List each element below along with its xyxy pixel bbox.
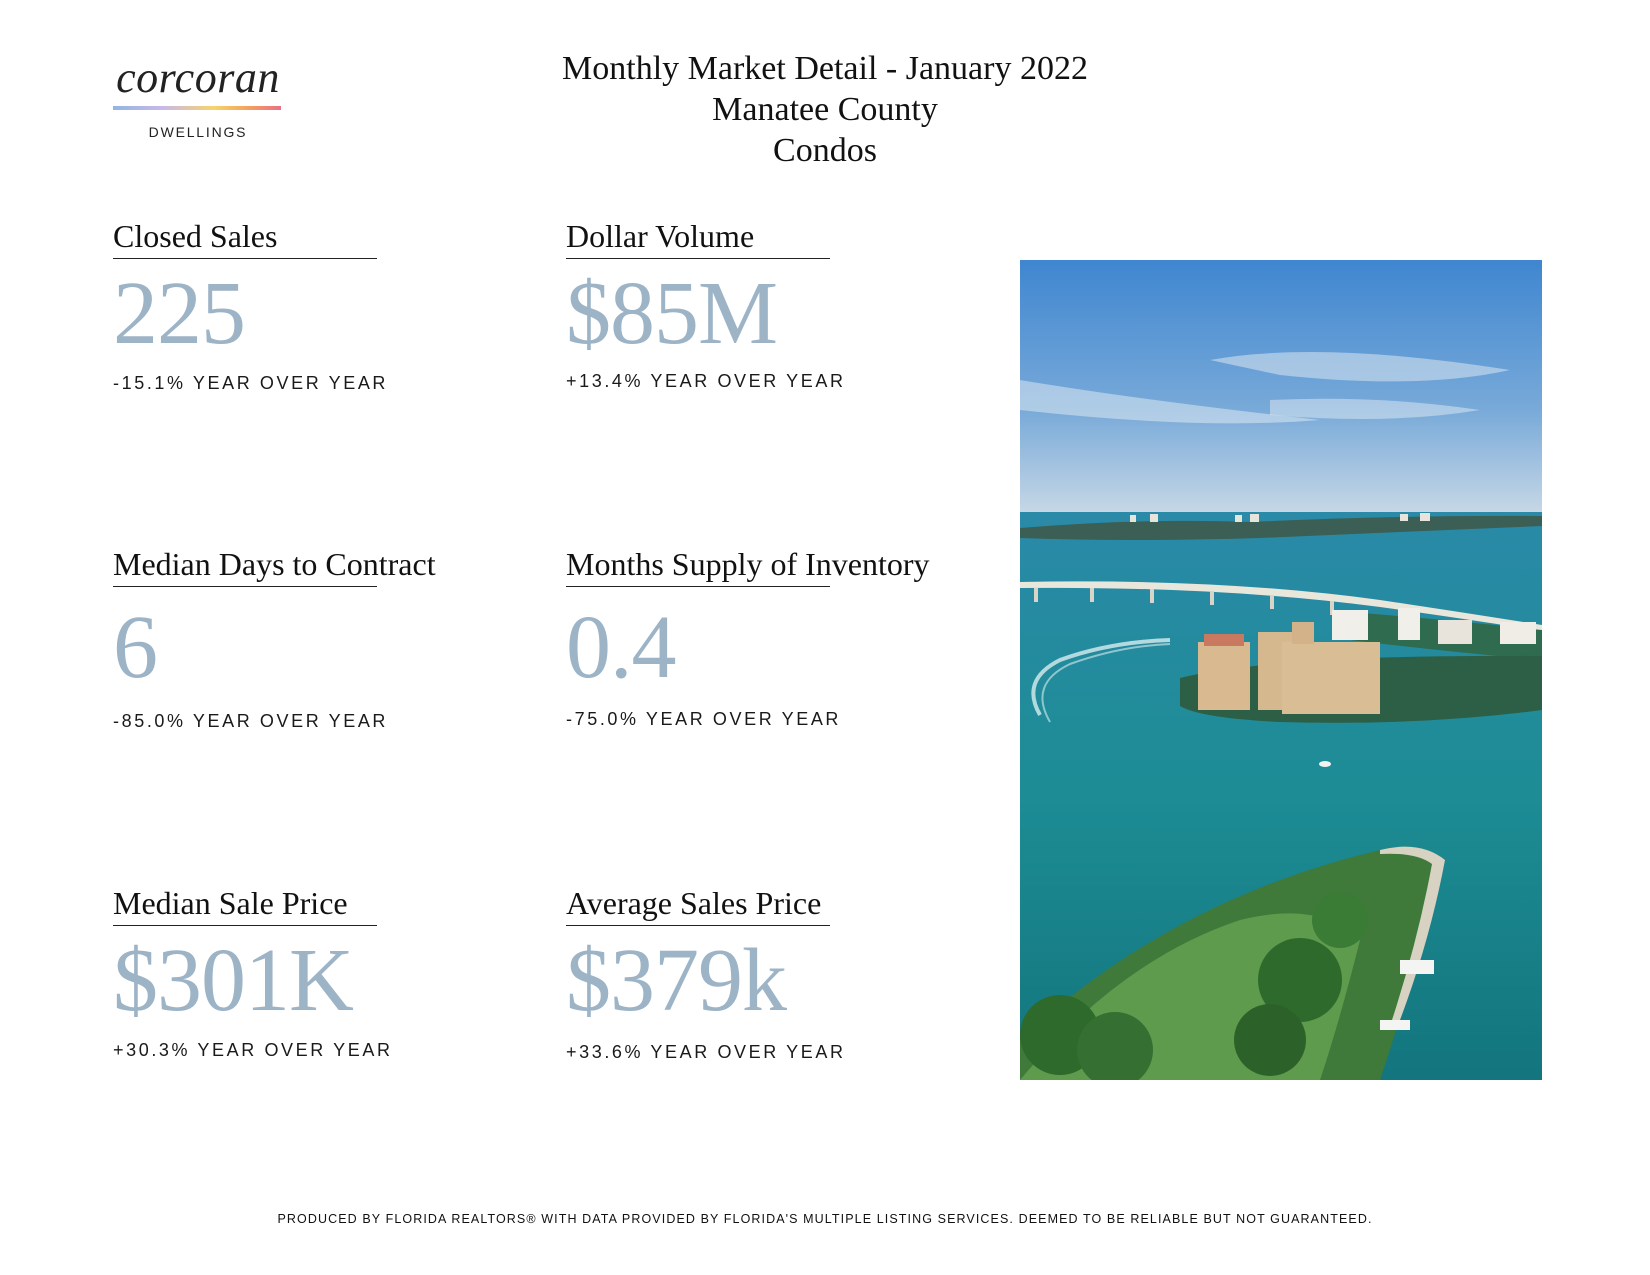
stat-value: $301K [113,931,353,1030]
logo-gradient-bar [113,106,281,110]
stat-divider [113,258,377,259]
stat-closed-sales [113,218,503,394]
stat-value: $85M [566,264,778,363]
report-county: Manatee County [712,91,938,128]
stat-title: Median Sale Price [113,885,348,921]
report-title: Monthly Market Detail - January 2022 [562,50,1088,87]
stat-change: +13.4% YEAR OVER YEAR [566,371,846,391]
stat-median-sale-price [113,885,503,1061]
logo-wordmark: corcoran [116,53,280,102]
stat-title: Dollar Volume [566,218,755,254]
stat-value: 0.4 [566,598,676,697]
stat-change: +33.6% YEAR OVER YEAR [566,1042,846,1062]
stat-change: -15.1% YEAR OVER YEAR [113,373,389,393]
stat-value: 225 [113,264,245,363]
report-header [500,48,1150,171]
stat-divider [566,258,830,259]
stat-average-sales-price [566,885,956,1063]
stat-change: -75.0% YEAR OVER YEAR [566,709,842,729]
stat-title: Median Days to Contract [113,546,436,582]
stat-change: +30.3% YEAR OVER YEAR [113,1040,393,1060]
stat-dollar-volume [566,218,956,392]
stat-value: $379k [566,931,786,1030]
stat-title: Closed Sales [113,218,278,254]
stat-divider [566,586,830,587]
report-property-type: Condos [773,132,877,169]
stat-divider [113,586,377,587]
stat-title: Months Supply of Inventory [566,546,930,582]
corcoran-logo [113,53,283,140]
stat-title: Average Sales Price [566,885,822,921]
stat-value: 6 [113,598,157,697]
stat-months-supply [566,546,956,730]
aerial-coastal-photo [1020,260,1542,1080]
stat-divider [566,925,830,926]
stat-change: -85.0% YEAR OVER YEAR [113,711,389,731]
footer-disclaimer: PRODUCED BY FLORIDA REALTORS® WITH DATA PROVIDED BY FLORIDA'S MULTIPLE LISTING SERVICES. DEEMED TO BE RELIABLE BUT NOT GUARANTEED. [277,1212,1373,1226]
logo-subtitle: DWELLINGS [148,124,248,140]
stat-median-days-to-contract [113,546,503,732]
stat-divider [113,925,377,926]
